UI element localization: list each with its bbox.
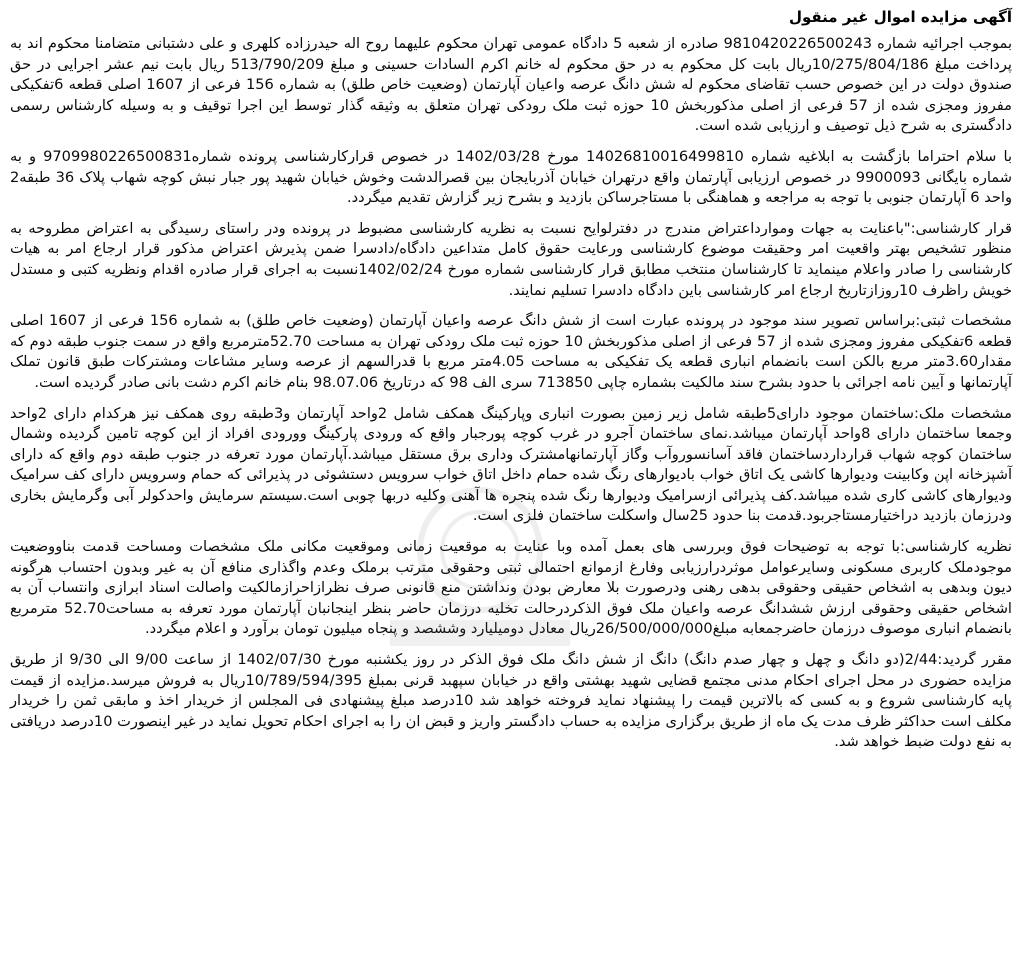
document-title: آگهی مزایده اموال غیر منقول	[788, 8, 1012, 26]
paragraph-expert-report-intro: با سلام احتراما بازگشت به ابلاغیه شماره 14026810016499810 مورخ 1402/03/28 در خصوص قرارکارشناسی پرونده شماره9709980226500831 و به شماره بایگانی 9900093 در خصوص ارزیابی آپارتمان واقع درتهران خیابان آذربایجان بین قصرالدشت وخوش خیابان شهید پور جبار نبش کوچه شهاب پلاک 36 طبقه2 واحد 6 آپارتمان جنوبی با توجه به مراجعه و هماهنگی با مستاجرساکن بازدید و بشرح زیر گزارش تقدیم میگردد.	[10, 147, 1012, 207]
paragraph-expert-opinion: نظریه کارشناسی:با توجه به توضیحات فوق وبررسی های بعمل آمده وبا عنایت به موقعیت زمانی وموقعیت مکانی ملک مشخصات ومساحت قدمت بناووضعیت موجودملک کاربری مسکونی وسایرعوامل موثردرارزیابی وفارغ ازموانع احتمالی ثبتی وحقوقی مترتب برملک وعدم واگذاری منافع آن به غیر وبدون احتساب هرگونه دیون وبدهی به اشخاص حقیقی وحقوقی بدهی رهنی ودرصورت بلا معارض بودن ونداشتن منع قانونی صرف نظرازاحرازمالکیت واصالت اسناد ابرازی وانتساب آن به اشخاص حقیقی وحقوقی ارزش ششدانگ عرصه واعیان ملک فوق الذکردرحالت تخلیه درزمان حاضر بنظر اینجانبان آپارتمان مورد تعرفه به مساحت52.70 مترمربع بانضمام انباری موصوف درزمان حاضرجمعابه مبلغ26/500/000/000ریال معادل دومیلیارد وششصد و پنجاه میلیون تومان برآورد و اعلام میگردد.	[10, 538, 1012, 638]
paragraph-registration-details: مشخصات ثبتی:براساس تصویر سند موجود در پرونده عبارت است از شش دانگ عرصه واعیان آپارتمان (وضعیت خاص طلق) به شماره 156 فرعی از 1607 اصلی قطعه 6تفکیکی مفروز ومجزی شده از 57 فرعی از اصلی مذکوربخش 10 حوزه ثبت ملک رودکی تهران به مساحت 52.70مترمربع واقع در سمت جنوب طبقه دوم که مقدار3.60متر مربع بالکن است بانضمام انباری قطعه یک تفکیکی به مساحت 4.05متر مربع با قدرالسهم از عرصه وسایر مشاعات ومشترکات طبق قانون تملک آپارتمانها و آیین نامه اجرائی با حدود بشرح سند مالکیت بشماره چاپی 713850 سری الف 98 که درتاریخ 98.07.06 بنام خانم اکرم دشت بانی صادر گردیده است.	[10, 312, 1012, 391]
paragraph-auction-terms: مقرر گردید:2/44(دو دانگ و چهل و چهار صدم دانگ) دانگ از شش دانگ ملک فوق الذکر در روز یکشنبه مورخ 1402/07/30 از ساعت 9/00 الی 9/30 از طریق مزایده حضوری در محل اجرای احکام مدنی مجتمع قضایی شهید بهشتی واقع در خیابان سپهبد قرنی بمبلغ 10/789/594/395ریال به فروش میرسد.مزایده از قیمت پایه کارشناسی شروع و به کسی که بالاترین قیمت را پیشنهاد نماید فروخته خواهد شد 10درصد مبلغ پیشنهادی فی المجلس از خریدار اخذ و مابقی ثمن را خریدار مکلف است حداکثر ظرف مدت یک ماه از طریق برگزاری مزایده به حساب دادگستر واریز و قبض ان را به اجرای احکام تحویل نماید در غیر اینصورت 10درصد دریافتی به نفع دولت ضبط خواهد شد.	[10, 651, 1013, 751]
paragraph-execution-order: بموجب اجرائیه شماره 9810420226500243 صادره از شعبه 5 دادگاه عمومی تهران محکوم علیهما روح اله حیدرزاده کلهری و علی دشتبانی متضامنا محکوم اند به پرداخت مبلغ 10/275/804/186ریال بابت کل محکوم به در حق محکوم له خانم اکرم السادات حسینی و مبلغ 513/790/209 ریال بابت نیم عشر اجرایی در حق صندوق دولت در این خصوص حسب تقاضای محکوم له شش دانگ عرصه واعیان آپارتمان (وضعیت خاص طلق) به شماره 156 فرعی از 1607 اصلی قطعه 6تفکیکی مفروز ومجزی شده از 57 فرعی از اصلی مذکوربخش 10 حوزه ثبت ملک رودکی تهران متعلق به وثیقه گذار توسط این اجرا توقیف و به وسیله کارشناس رسمی دادگستری به شرح ذیل توصیف و ارزیابی شده است.	[10, 35, 1013, 135]
paragraph-property-details: مشخصات ملک:ساختمان موجود دارای5طبقه شامل زیر زمین بصورت انباری وپارکینگ همکف شامل 2واحد آپارتمان و3طبقه روی همکف نیز هرکدام دارای 2واحد وجمعا ساختمان دارای 8واحد آپارتمان میباشد.نمای ساختمان آجرو در غرب کوچه پورجبار واقع که ورودی پارکینگ وورودی افراد از این کوچه تامین گردیده وشمال ساختمان کوچه شهاب قرارداردساختمان فاقد آسانسوروآب وگاز آپارتمانهامشترک وداری برق مستقل میباشد.آپارتمان مورد تعرفه در جنوب طبقه دوم واقع که دارای آشپزخانه اپن وکابینت وديوارها کاشی یک اتاق خواب بادیوارهای رنگ شده حمام داخل اتاق خواب سرویس دستشوئی در پذیرائی که حمام وسرویس دارای کف سرامیک ودیوارهای کاشی کاری شده میباشد.کف پذیرائی ازسرامیک ودیوارها رنگ شده پنجره ها آهنی وکلیه دربها چوبی است.سیستم سرمایش واحدکولر آبی وگرمایش بخاری ودرزمان بازدید دراختیارمستاجربود.قدمت بنا حدود 25سال واسکلت ساختمان فلزی است.	[10, 404, 1012, 525]
paragraph-expert-order: قرار کارشناسی:"باعنایت به جهات وموارداعتراض مندرج در دفترلوایح نسبت به نظریه کارشناسی مضبوط در پرونده ودر راستای رسیدگی به اعتراض مطروحه به منظور تشخیص بهتر واقعیت امر وحقیقت موضوع کارشناسی ورعایت حقوق کامل متداعین دادگاه/دادسرا ضمن پذیرش اعتراض مذکور قرار ارجاع امر به هیات کارشناسی را صادر واعلام مینماید تا کارشناسان منتخب مطابق قرار کارشناسی شماره مورخ 1402/02/24نسبت به اجرای قرار صادره اقدام ونظریه کتبی و مستدل خویش راظرف 10روزازتاریخ ارجاع امر کارشناسی باین دادگاه دادسرا تسلیم نمایند.	[10, 219, 1012, 299]
